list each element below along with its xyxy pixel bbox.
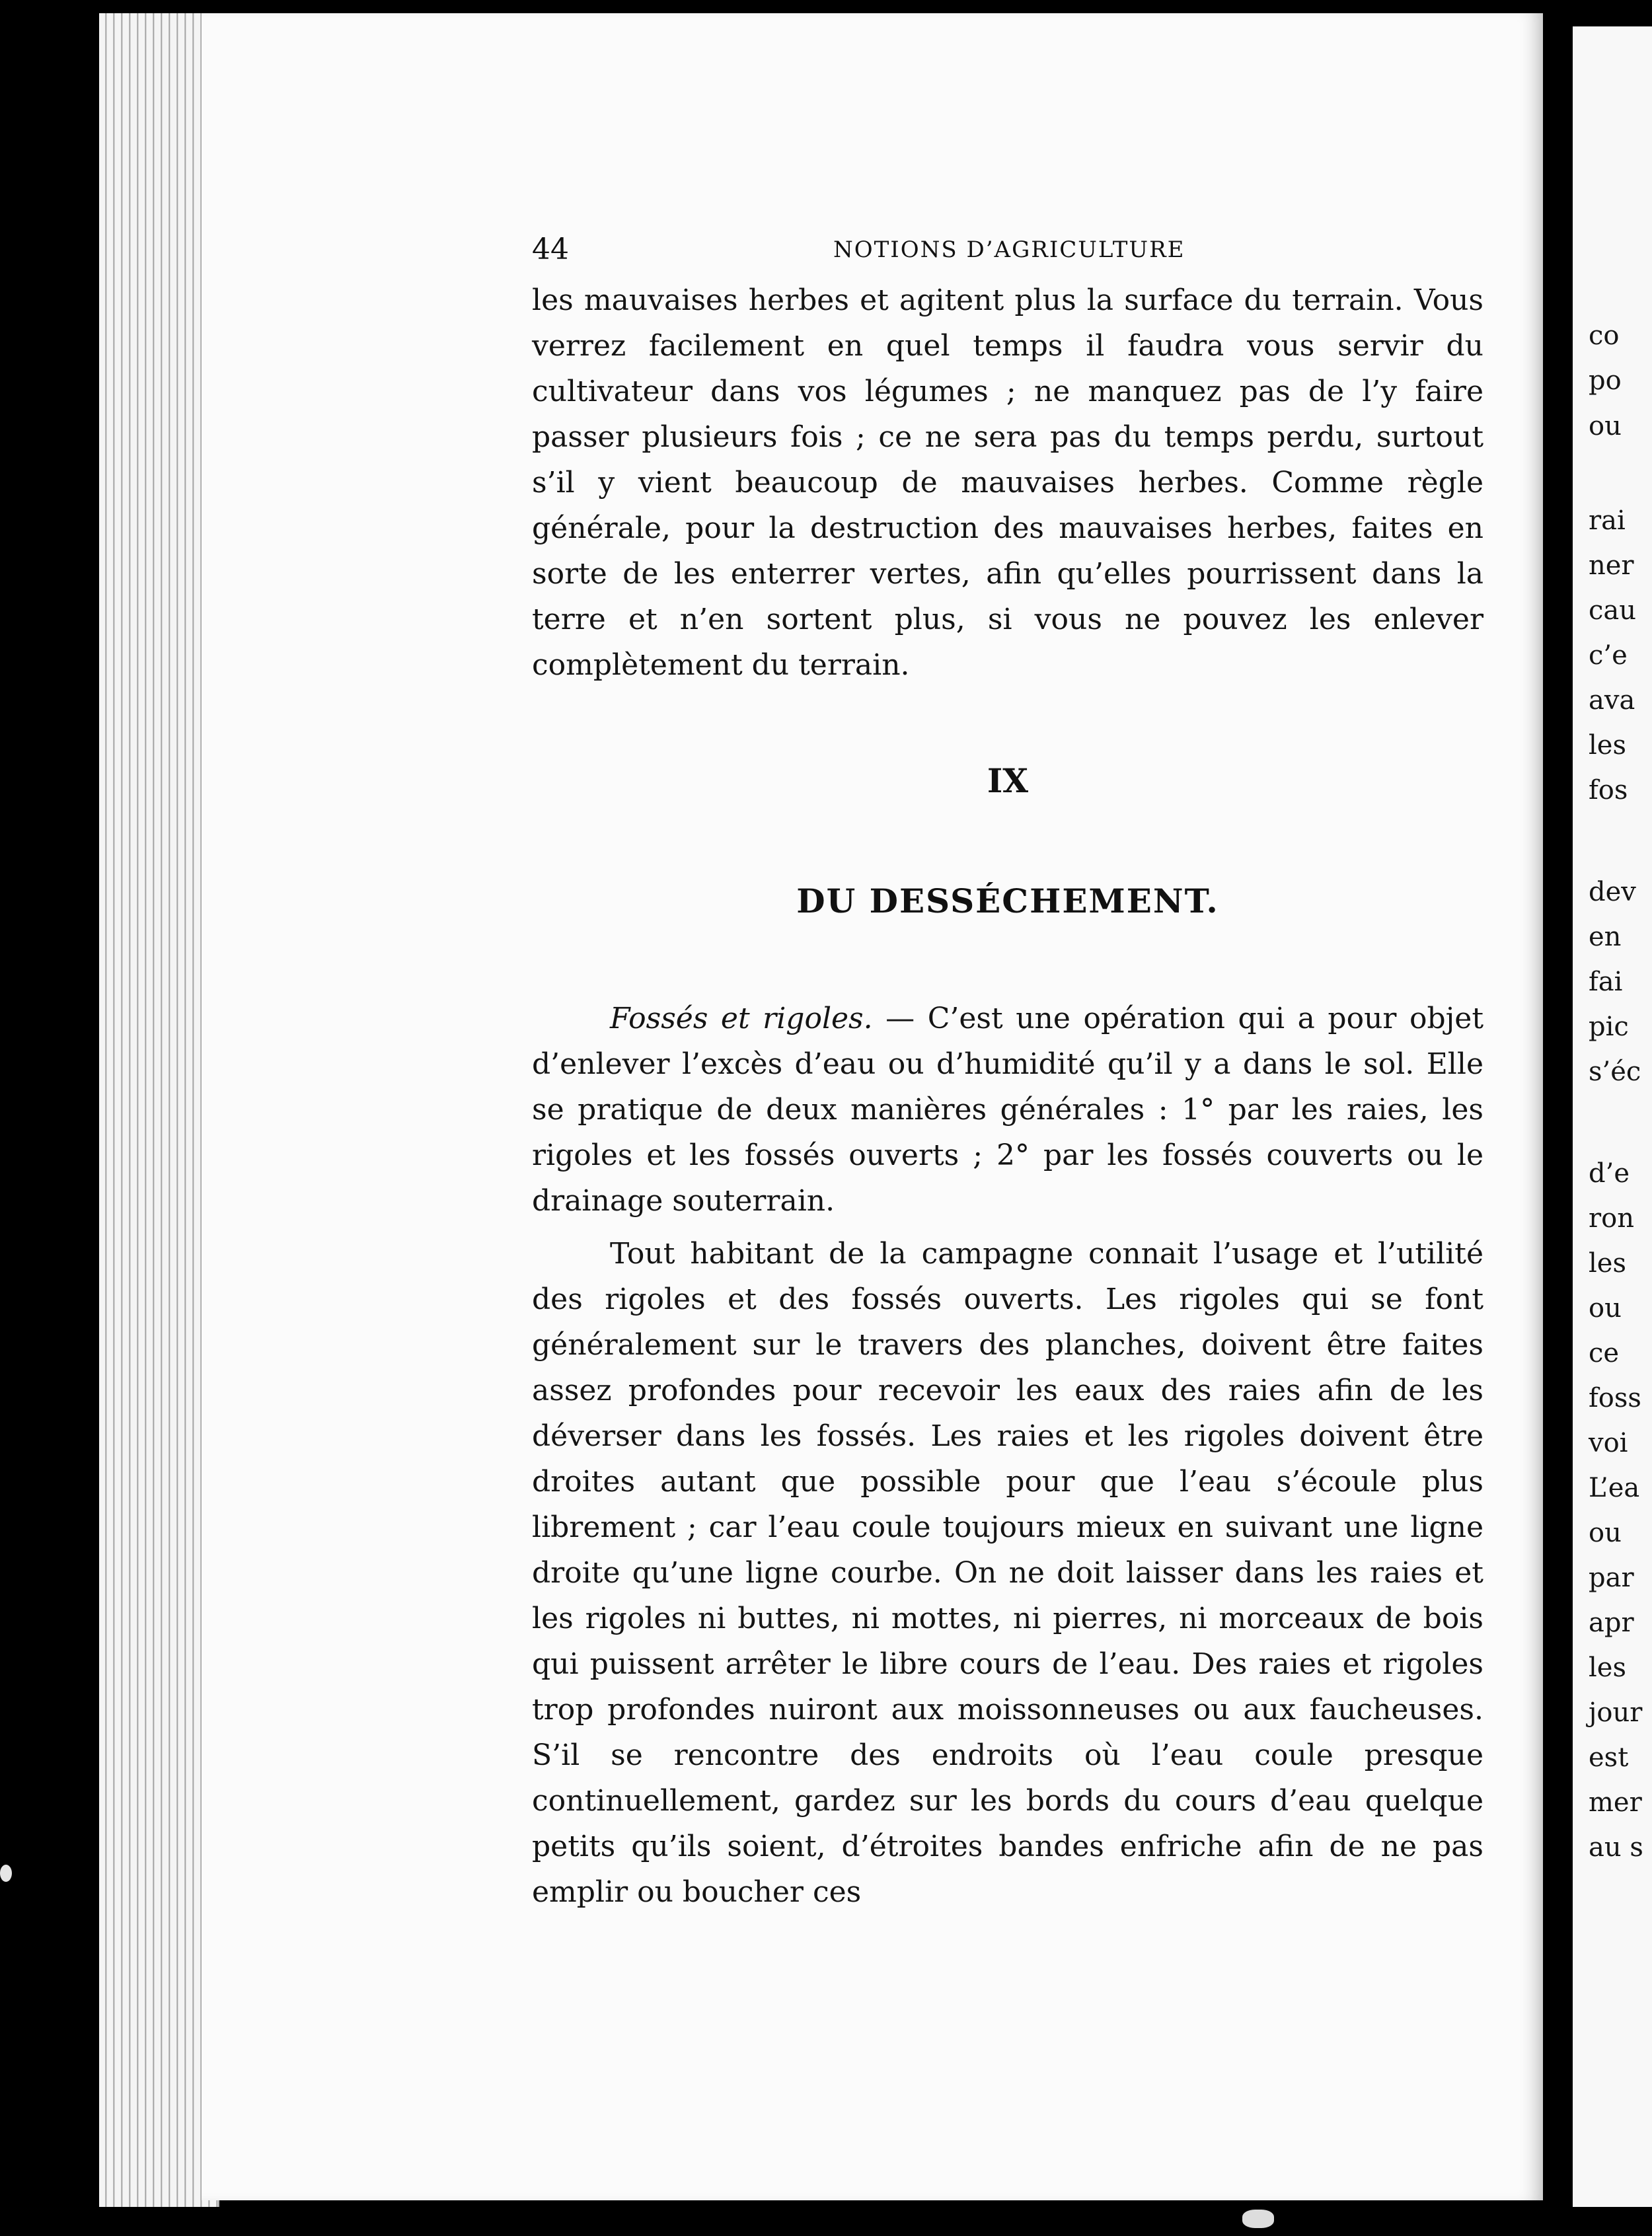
facing-line: s’éc xyxy=(1589,1057,1641,1087)
facing-line: au s xyxy=(1589,1832,1643,1863)
section-title: DU DESSÉCHEMENT. xyxy=(796,881,1219,920)
facing-line: les xyxy=(1589,1248,1626,1279)
facing-line: po xyxy=(1589,365,1622,396)
running-head xyxy=(532,233,1483,266)
body-paragraph-1 xyxy=(532,996,1483,1224)
facing-line: co xyxy=(1589,320,1620,351)
facing-line: ce xyxy=(1589,1338,1620,1368)
facing-line: jour xyxy=(1589,1697,1643,1728)
facing-line: ava xyxy=(1589,685,1635,716)
facing-line: pic xyxy=(1589,1012,1629,1042)
facing-line: ou xyxy=(1589,1293,1622,1323)
scan-speck xyxy=(0,1865,12,1882)
facing-line: par xyxy=(1589,1563,1634,1593)
facing-line: ou xyxy=(1589,411,1622,441)
intro-text xyxy=(532,278,1483,688)
section-number: IX xyxy=(987,761,1029,800)
facing-line: est xyxy=(1589,1742,1629,1773)
facing-line: fai xyxy=(1589,967,1623,997)
facing-line: ron xyxy=(1589,1203,1634,1234)
running-title: NOTIONS D’AGRICULTURE xyxy=(833,237,1185,263)
ink-blot xyxy=(1242,2210,1274,2228)
facing-line: L’ea xyxy=(1589,1473,1640,1503)
intro-paragraph: les mauvaises herbes et agitent plus la surface du terrain. Vous verrez facilement en quel temps il faudra vous servir du cultivateur dans vos légumes ; ne manquez pas de l’y faire passer plusieurs fois ; ce ne sera pas du temps perdu, surtout s’il y vient beaucoup de mauvaises herbes. Comme règle générale, pour la destruction des mauvaises herbes, faites en sorte de les enterrer vertes, afin qu’elles pourrissent dans la terre et n’en sortent plus, si vous ne pouvez les enlever complètement du terrain. xyxy=(532,283,1483,682)
paragraph-1-text: — C’est une opération qui a pour objet d’enlever l’excès d’eau ou d’humidité qu’il y a dans le sol. Elle se pratique de deux manières générales : 1° par les raies, les rigoles et les fossés ouverts ; 2° par les fossés couverts ou le drainage souterrain. xyxy=(532,1002,1483,1218)
subheading: Fossés et rigoles. xyxy=(610,1002,873,1035)
facing-line: en xyxy=(1589,922,1622,952)
page-number: 44 xyxy=(532,233,569,266)
facing-line: dev xyxy=(1589,877,1636,907)
facing-line: apr xyxy=(1589,1608,1634,1638)
facing-line: foss xyxy=(1589,1383,1641,1413)
body-paragraph-2: Tout habitant de la campagne connait l’usage et l’utilité des rigoles et des fossés ouverts. Les rigoles qui se font généralement sur le travers des planches, doivent être faites assez profondes pour recevoir les eaux des raies afin de les déverser dans les fossés. Les raies et les rigoles doivent être droites autant que possible pour que l’eau s’écoule plus librement ; car l’eau coule toujours mieux en suivant une ligne droite qu’une ligne courbe. On ne doit laisser dans les raies et les rigoles ni buttes, ni mottes, ni pierres, ni morceaux de bois qui puissent arrêter le libre cours de l’eau. Des raies et rigoles trop profondes nuiront aux moissonneuses ou aux faucheuses. S’il se rencontre des endroits où l’eau coule presque continuellement, gardez sur les bords du cours d’eau quelque petits qu’ils soient, d’étroites bandes enfriche afin de ne pas emplir ou boucher ces xyxy=(532,1237,1483,1909)
facing-page xyxy=(1573,26,1652,2207)
facing-line: fos xyxy=(1589,775,1628,805)
gutter-shadow xyxy=(1543,0,1573,2236)
facing-line: ou xyxy=(1589,1518,1622,1548)
facing-line: cau xyxy=(1589,595,1637,626)
facing-line: rai xyxy=(1589,505,1626,536)
body-text xyxy=(532,996,1483,1915)
facing-line: les xyxy=(1589,1653,1626,1683)
facing-line: c’e xyxy=(1589,640,1628,671)
facing-line: d’e xyxy=(1589,1158,1630,1189)
facing-line: voi xyxy=(1589,1428,1628,1458)
facing-line: mer xyxy=(1589,1787,1642,1818)
facing-line: ner xyxy=(1589,550,1634,581)
facing-line: les xyxy=(1589,730,1626,761)
